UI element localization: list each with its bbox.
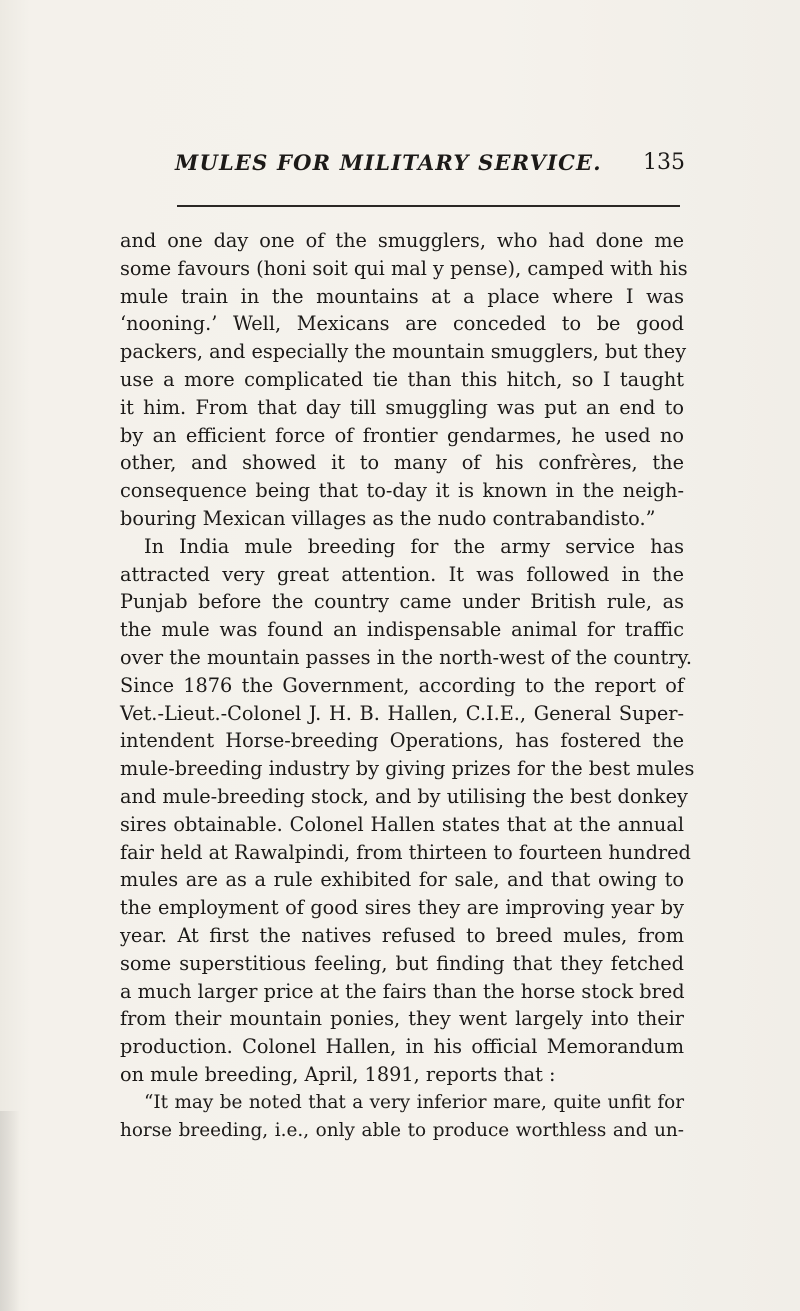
text-line: some favours (honi soit qui mal y pense), camped with his — [120, 256, 688, 280]
text-line: consequence being that to-day it is known in the neigh- — [120, 479, 684, 503]
text-line: packers, and especially the mountain smugglers, but they — [120, 340, 687, 364]
text-line: on mule breeding, April, 1891, reports that : — [120, 1062, 556, 1086]
text-line: it him. From that day till smuggling was put an end to — [120, 395, 684, 419]
text-line: Since 1876 the Government, according to the report of — [120, 673, 684, 697]
text-line: mule train in the mountains at a place where I was — [120, 284, 684, 308]
page-header — [175, 150, 685, 190]
body-text — [120, 227, 695, 1144]
text-line: a much larger price at the fairs than the horse stock bred — [120, 979, 685, 1003]
text-line: attracted very great attention. It was followed in the — [120, 562, 684, 586]
page-number: 135 — [643, 150, 685, 175]
text-line: Punjab before the country came under British rule, as — [120, 590, 684, 614]
text-line: year. At first the natives refused to breed mules, from — [120, 923, 684, 947]
text-line: from their mountain ponies, they went largely into their — [120, 1007, 684, 1031]
text-line: other, and showed it to many of his confrères, the — [120, 451, 684, 475]
text-line: the employment of good sires they are improving year by — [120, 896, 684, 920]
text-line: intendent Horse-breeding Operations, has fostered the — [120, 729, 684, 753]
text-line: mules are as a rule exhibited for sale, and that owing to — [120, 868, 684, 892]
text-line: by an efficient force of frontier gendarmes, he used no — [120, 423, 684, 447]
text-line: and mule-breeding stock, and by utilising the best donkey — [120, 784, 688, 808]
text-line: production. Colonel Hallen, in his official Memorandum — [120, 1035, 684, 1059]
text-line: some superstitious feeling, but finding that they fetched — [120, 951, 684, 975]
text-line: over the mountain passes in the north-west of the country. — [120, 645, 692, 669]
text-line: the mule was found an indispensable animal for traffic — [120, 618, 684, 642]
header-rule — [177, 205, 680, 207]
text-line: and one day one of the smugglers, who had done me — [120, 229, 684, 252]
text-line: use a more complicated tie than this hitch, so I taught — [120, 367, 684, 391]
quote-line: “It may be noted that a very inferior mare, quite unfit for — [144, 1091, 684, 1113]
text-line: sires obtainable. Colonel Hallen states that at the annual — [120, 812, 684, 836]
quote-line: horse breeding, i.e., only able to produce worthless and un- — [120, 1119, 684, 1141]
text-line: mule-breeding industry by giving prizes for the best mules — [120, 757, 695, 781]
scan-edge-shadow — [0, 1111, 20, 1311]
text-line: fair held at Rawalpindi, from thirteen to fourteen hundred — [120, 840, 691, 864]
text-line: bouring Mexican villages as the nudo contrabandisto.” — [120, 506, 656, 530]
text-line: Vet.-Lieut.-Colonel J. H. B. Hallen, C.I.E., General Super- — [120, 701, 684, 725]
text-line: ‘nooning.’ Well, Mexicans are conceded to be good — [120, 312, 684, 336]
running-title: MULES FOR MILITARY SERVICE. — [175, 150, 602, 175]
text-line: In India mule breeding for the army service has — [144, 534, 684, 558]
